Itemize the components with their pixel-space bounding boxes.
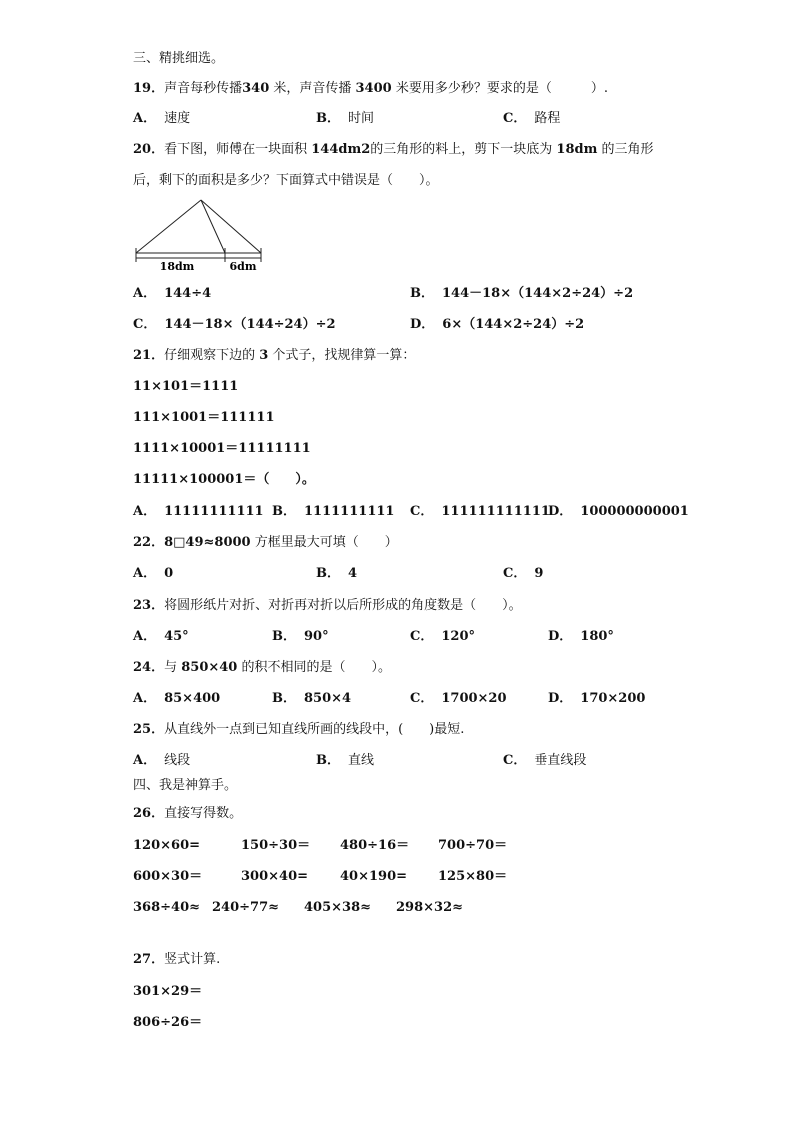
option-a[interactable]: [133, 628, 189, 646]
question-number: 23．: [133, 598, 165, 613]
value: 144dm2: [311, 142, 371, 157]
option-c[interactable]: [503, 565, 543, 583]
option-letter: A．: [133, 629, 157, 644]
question-text: 与: [164, 660, 182, 675]
option-letter: A．: [133, 286, 157, 301]
option-b[interactable]: [272, 690, 351, 708]
question-text: 的三角形的料上，剪下一块底为: [370, 142, 557, 157]
option-d[interactable]: [410, 316, 584, 334]
question-number: 20．: [133, 142, 165, 157]
option-text: 1700×20: [441, 691, 507, 706]
option-text: 速度: [164, 111, 191, 126]
question-24: [133, 659, 391, 677]
option-text: 11111111111: [164, 504, 264, 519]
vertical-calc-2: 806÷26＝: [133, 1015, 203, 1030]
calc-item: 298×32≈: [396, 900, 464, 915]
option-b[interactable]: [272, 628, 329, 646]
option-letter: A．: [133, 753, 157, 768]
question-20-line-1: [133, 141, 653, 159]
option-text: 850×4: [304, 691, 352, 706]
option-a[interactable]: [133, 565, 173, 583]
question-19: [133, 80, 608, 98]
base-label-18dm: 18dm: [159, 260, 195, 273]
question-text: 方框里最大可填（ ）: [250, 535, 398, 550]
equation-2: 111×1001＝111111: [133, 410, 275, 425]
option-letter: D．: [548, 629, 573, 644]
option-a[interactable]: [133, 690, 220, 708]
calc-item: 300×40=: [241, 869, 309, 884]
option-c[interactable]: [410, 628, 475, 646]
calc-item: 700÷70＝: [438, 838, 508, 853]
value: 3400: [355, 81, 392, 96]
option-letter: C．: [133, 317, 157, 332]
option-text: 144－18×（144×2÷24）÷2: [442, 286, 634, 301]
question-number: 27．: [133, 952, 165, 967]
option-text: 90°: [304, 629, 329, 644]
option-text: 111111111111: [441, 504, 550, 519]
triangle-outline: [136, 200, 261, 253]
option-letter: A．: [133, 111, 157, 126]
value: 340: [242, 81, 270, 96]
option-letter: C．: [410, 629, 434, 644]
option-letter: D．: [548, 691, 573, 706]
equation-1: 11×101＝1111: [133, 379, 239, 394]
option-letter: B．: [272, 629, 296, 644]
option-letter: B．: [316, 566, 340, 581]
calc-item: 405×38≈: [304, 900, 372, 915]
section-3-title: 三、精挑细选。: [133, 51, 225, 66]
question-number: 26．: [133, 806, 165, 821]
option-letter: C．: [503, 111, 527, 126]
option-text: 144÷4: [164, 286, 212, 301]
option-b[interactable]: [272, 503, 394, 521]
option-a[interactable]: [133, 752, 190, 770]
option-text: 6×（144×2÷24）÷2: [442, 317, 585, 332]
option-c[interactable]: [503, 110, 560, 128]
expression: 850×40: [181, 660, 238, 675]
question-text: 直接写得数。: [164, 806, 243, 821]
option-b[interactable]: [316, 110, 374, 128]
question-text: 的三角形: [597, 142, 654, 157]
question-text: 个式子，找规律算一算：: [268, 348, 416, 363]
question-text: 从直线外一点到已知直线所画的线段中，( )最短.: [164, 722, 465, 737]
question-text: 看下图，师傅在一块面积: [164, 142, 312, 157]
option-letter: C．: [503, 753, 527, 768]
question-number: 21．: [133, 348, 165, 363]
expression: 8□49≈8000: [164, 535, 251, 550]
question-text: 的积不相同的是（ ）。: [237, 660, 391, 675]
option-d[interactable]: [548, 628, 614, 646]
option-text: 85×400: [164, 691, 221, 706]
option-letter: B．: [410, 286, 434, 301]
question-number: 22．: [133, 535, 165, 550]
calc-item: 480÷16＝: [340, 838, 410, 853]
calc-item: 240÷77≈: [212, 900, 280, 915]
option-text: 120°: [441, 629, 475, 644]
question-text: 将圆形纸片对折、对折再对折以后所形成的角度数是（ ）。: [164, 598, 522, 613]
option-letter: B．: [316, 753, 340, 768]
question-27: [133, 951, 220, 969]
option-letter: B．: [316, 111, 340, 126]
option-text: 线段: [164, 753, 191, 768]
vertical-calc-1: 301×29＝: [133, 984, 203, 999]
option-letter: A．: [133, 566, 157, 581]
option-text: 1111111111: [304, 504, 395, 519]
option-letter: C．: [503, 566, 527, 581]
question-text: 声音每秒传播: [164, 81, 243, 96]
question-text: 仔细观察下边的: [164, 348, 260, 363]
question-21: [133, 347, 415, 365]
option-letter: D．: [548, 504, 573, 519]
option-text: 路程: [534, 111, 561, 126]
question-text: 竖式计算.: [164, 952, 221, 967]
option-letter: C．: [410, 691, 434, 706]
calc-item: 120×60=: [133, 838, 201, 853]
option-c[interactable]: [410, 503, 550, 521]
option-text: 直线: [348, 753, 375, 768]
equation-3: 1111×10001＝11111111: [133, 441, 311, 456]
option-c[interactable]: [503, 752, 586, 770]
option-a[interactable]: [133, 110, 190, 128]
option-letter: C．: [410, 504, 434, 519]
calc-item: 40×190=: [340, 869, 408, 884]
option-text: 170×200: [580, 691, 646, 706]
calc-item: 600×30＝: [133, 869, 203, 884]
question-20-line-2: 后，剩下的面积是多少？下面算式中错误是（ ）。: [133, 173, 439, 188]
option-d[interactable]: [548, 690, 645, 708]
base-label-6dm: 6dm: [229, 260, 257, 273]
option-text: 144－18×（144÷24）÷2: [164, 317, 336, 332]
option-b[interactable]: [316, 565, 357, 583]
option-letter: B．: [272, 504, 296, 519]
option-text: 4: [348, 566, 358, 581]
question-26: [133, 805, 242, 823]
question-number: 25．: [133, 722, 165, 737]
option-letter: A．: [133, 504, 157, 519]
calc-item: 150÷30＝: [241, 838, 311, 853]
option-c[interactable]: [410, 690, 507, 708]
option-text: 100000000001: [580, 504, 689, 519]
option-text: 0: [164, 566, 174, 581]
option-letter: D．: [410, 317, 435, 332]
equation-4: 11111×100001＝（ ）。: [133, 472, 315, 487]
option-b[interactable]: [410, 285, 633, 303]
option-letter: A．: [133, 691, 157, 706]
option-text: 180°: [580, 629, 614, 644]
option-text: 9: [534, 566, 544, 581]
calc-item: 125×80＝: [438, 869, 508, 884]
question-text: 米，声音传播: [269, 81, 356, 96]
option-b[interactable]: [316, 752, 374, 770]
value: 3: [259, 348, 269, 363]
option-text: 垂直线段: [534, 753, 587, 768]
question-number: 19．: [133, 81, 165, 96]
triangle-figure: [133, 196, 268, 274]
section-4-title: 四、我是神算手。: [133, 778, 238, 793]
calc-item: 368÷40≈: [133, 900, 201, 915]
question-text: 米要用多少秒？要求的是（ ）.: [391, 81, 608, 96]
option-text: 时间: [348, 111, 375, 126]
question-number: 24．: [133, 660, 165, 675]
question-22: [133, 534, 398, 552]
option-a[interactable]: [133, 285, 211, 303]
option-c[interactable]: [133, 316, 336, 334]
value: 18dm: [556, 142, 598, 157]
option-d[interactable]: [548, 503, 689, 521]
question-25: [133, 721, 464, 739]
option-letter: B．: [272, 691, 296, 706]
option-text: 45°: [164, 629, 189, 644]
question-23: [133, 597, 522, 615]
option-a[interactable]: [133, 503, 264, 521]
